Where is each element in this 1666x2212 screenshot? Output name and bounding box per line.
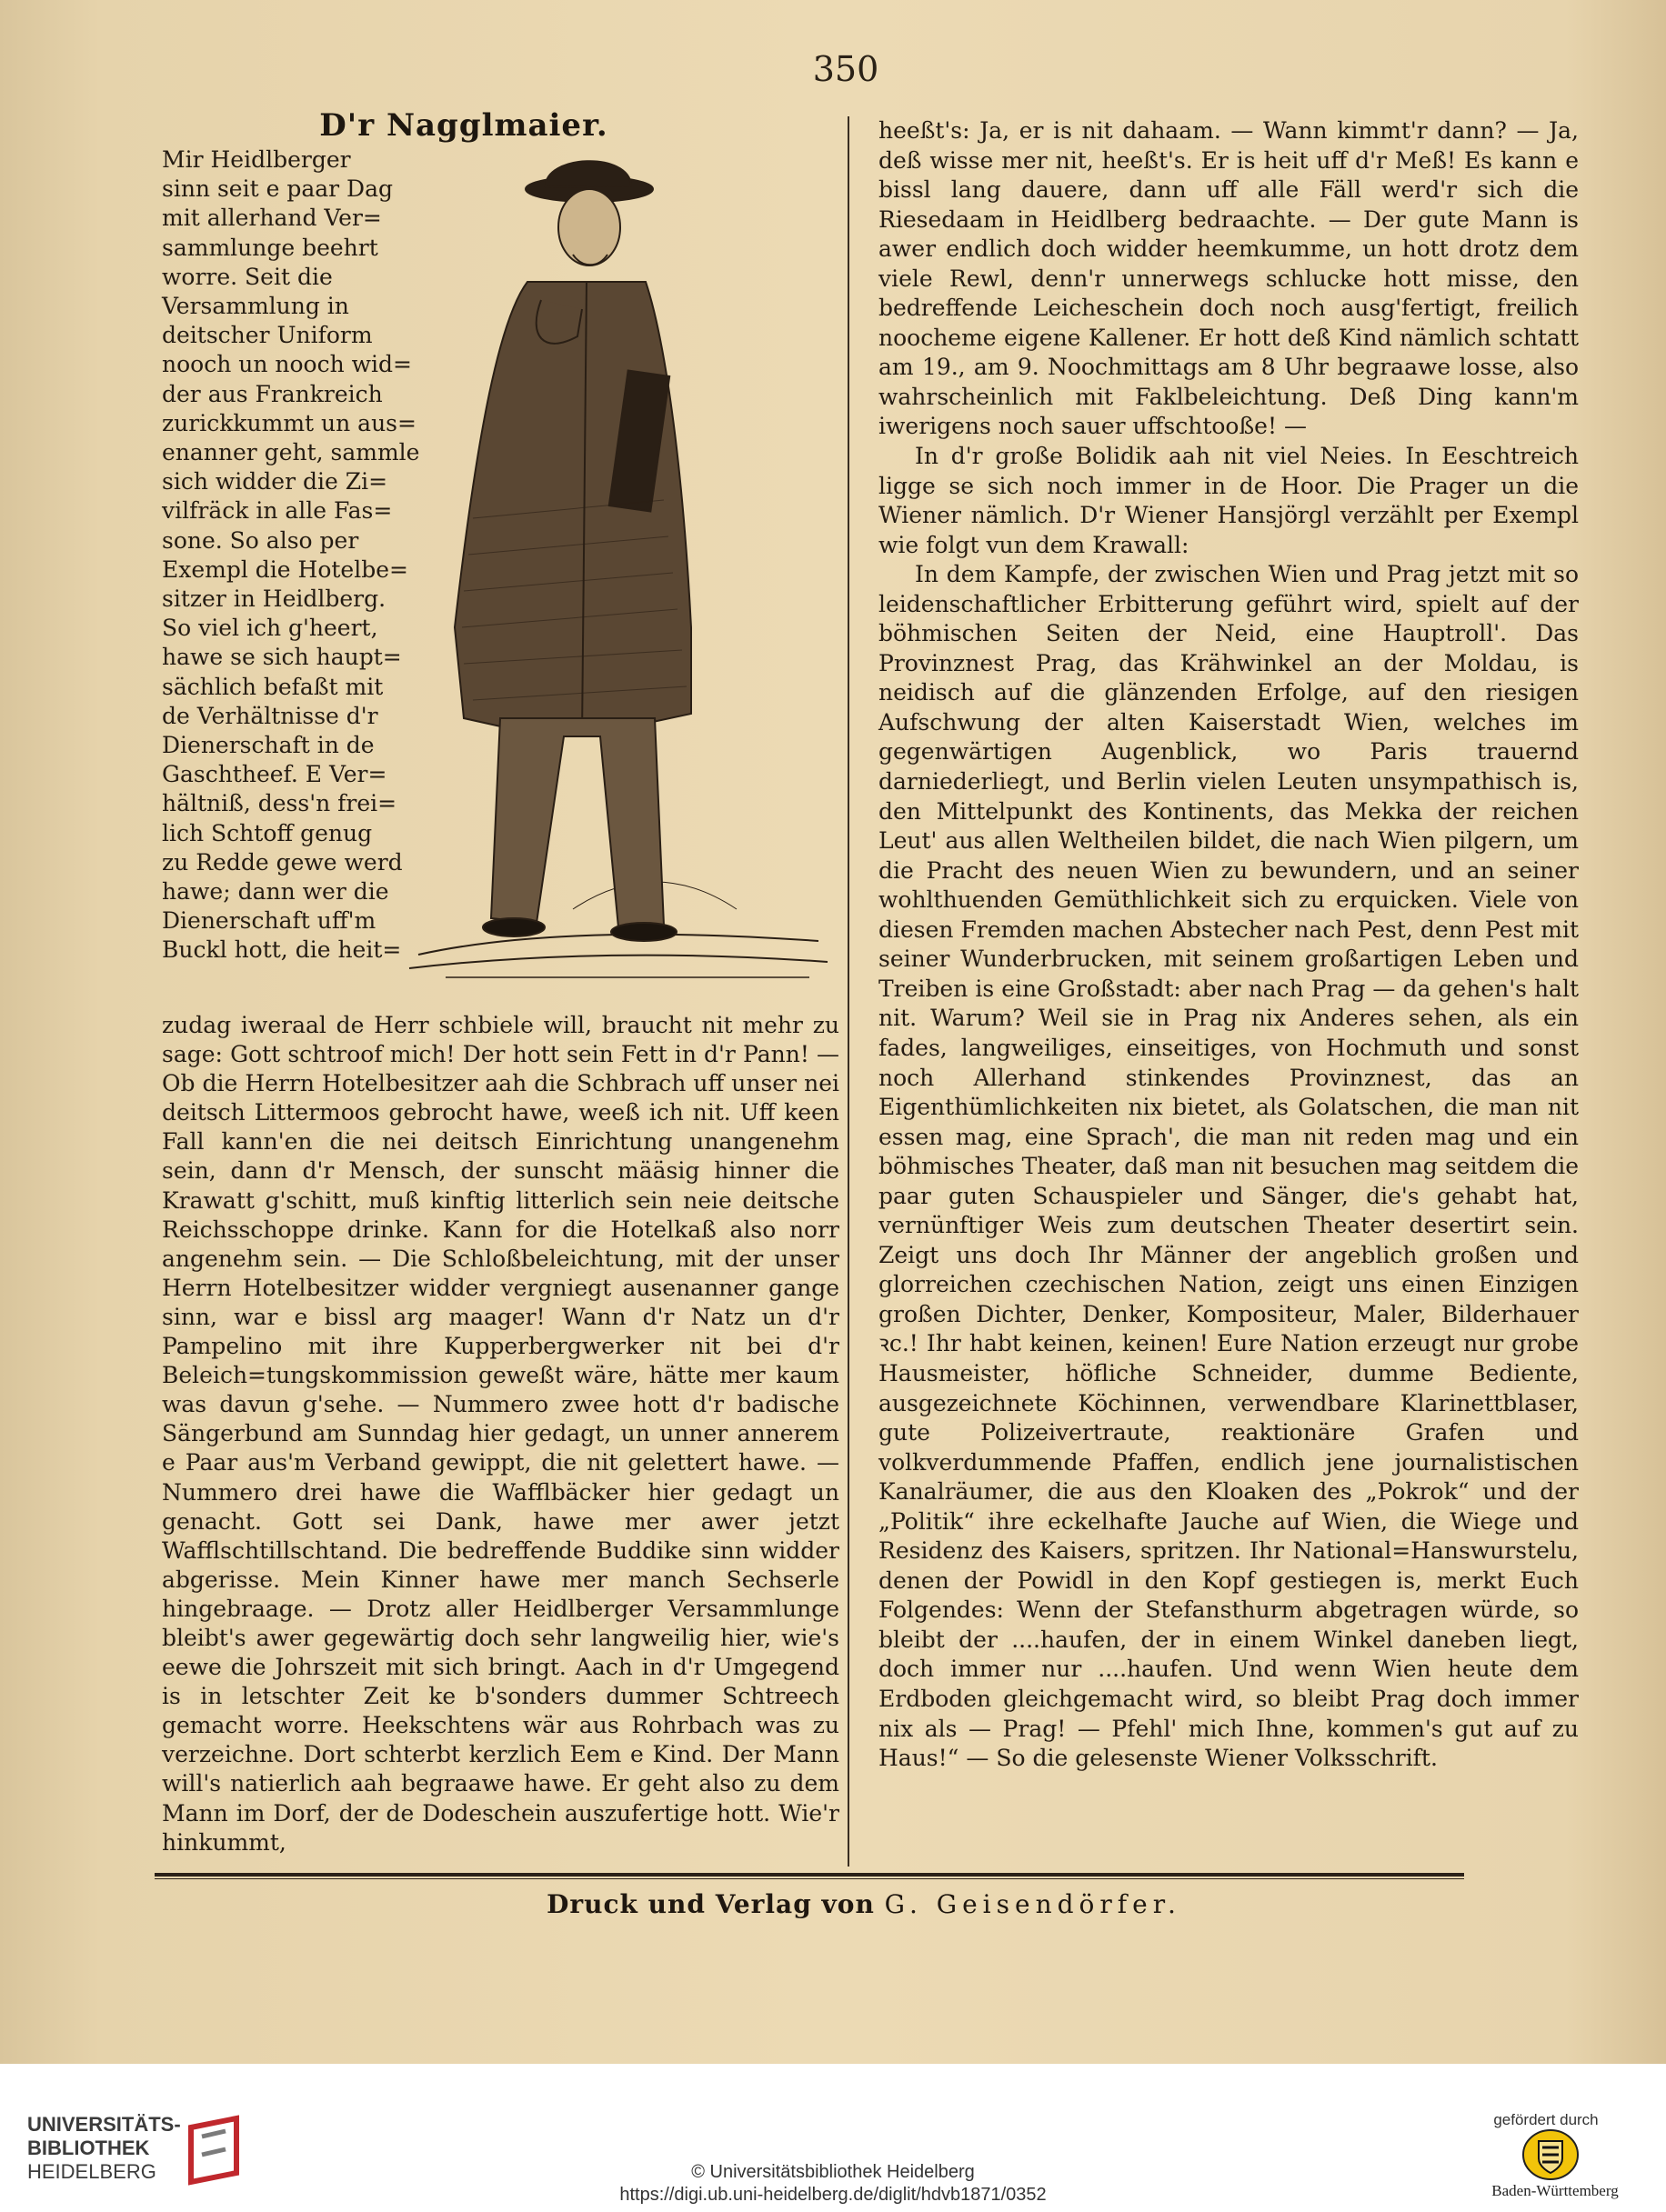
text-line: zurickkummt un aus= (162, 409, 416, 436)
text-line: Dienerschaft uff'm (162, 907, 376, 935)
ub-heidelberg-logo[interactable] (18, 2109, 255, 2191)
ub-line-3: HEIDELBERG (27, 2160, 156, 2183)
right-column (878, 116, 1579, 1774)
left-column-top (162, 145, 420, 966)
text-line: deitscher Uniform (162, 322, 373, 349)
text-line: enanner geht, sammle (162, 439, 420, 466)
text-line: Dienerschaft in de (162, 732, 375, 759)
text-line: hawe; dann wer die (162, 878, 389, 906)
text-line: der aus Frankreich (162, 380, 383, 407)
source-link[interactable]: https://digi.ub.uni-heidelberg.de/diglit/hdvb1871/0352 (619, 2185, 1047, 2205)
text-line: hawe se sich haupt= (162, 644, 402, 671)
text-line: sone. So also per (162, 526, 359, 554)
text-line: zu Redde gewe werd (162, 848, 403, 876)
article-title: D'r Nagglmaier. (319, 107, 608, 144)
paragraph: heeßt's: Ja, er is nit dahaam. — Wann kimmt'r dann? — Ja, deß wisse mer nit, heeßt's. Er is heit uff d'r Meß! Es kann e bissl lang dauere, dann uff alle Fäll werd'r sich die Riesedaam in Heidlberg bedraachte. — Der gute Mann is awer endlich doch widder heemkumme, un hott drotz dem viele Rewl, denn'r unnerwegs schlucke hott misse, den bedreffende Leicheschein doch noch ausg'fertigt, freilich noocheme eigene Kallener. Er hott deß Kind nämlich schtatt am 19., am 9. Noochmittags am 8 Uhr begraawe losse, also wahrscheinlich mit Faklbeleichtung. Deß Ding kann'm iwerigens noch sauer uffschtooße! — (878, 117, 1579, 440)
text-line: worre. Seit die (162, 263, 333, 290)
text-line: sich widder die Zi= (162, 468, 388, 495)
text-line: Mir Heidlberger (162, 146, 351, 173)
imprint-publisher: G. Geisendörfer. (884, 1889, 1181, 1919)
ub-mark-icon (182, 2109, 255, 2191)
text-line: vilfräck in alle Fas= (162, 497, 393, 525)
funder-label: Baden-Württemberg (1491, 2182, 1619, 2199)
text-line: Buckl hott, die heit= (162, 936, 402, 964)
trousers (491, 718, 664, 927)
text-line: hältniß, dess'n frei= (162, 790, 397, 817)
text-line: sammlunge beehrt (162, 234, 378, 261)
text-line: sächlich befaßt mit (162, 673, 384, 700)
ub-text (27, 2113, 181, 2184)
text-line: mit allerhand Ver= (162, 205, 382, 232)
left-column-bottom (162, 1011, 839, 1857)
engraving-illustration (391, 155, 837, 991)
ub-line-2: BIBLIOTHEK (27, 2137, 150, 2159)
text-line: Exempl die Hotelbe= (162, 556, 408, 583)
text-line: Versammlung in (162, 293, 349, 320)
paragraph: In dem Kampfe, der zwischen Wien und Prag jetzt mit so leidenschaftlicher Erbitterung geführt wird, spielt auf der böhmischen Seiten der Neid, eine Hauptroll'. Das Provinznest Prag, das Krähwinkel an der Moldau, is neidisch auf die glänzenden Erfolge, auf den riesigen Aufschwung der alten Kaiserstadt Wien, welches im gegenwärtigen Augenblick, wo Paris trauernd darniederliegt, und Berlin vielen Leuten unsympathisch is, den Mittelpunkt des Kontinents, das Mekka der reichen Leut' aus allen Weltheilen bildet, die nach Wien pilgern, um die Pracht des neuen Wien zu bewundern, und an seiner wohlthuenden Gemüthlichkeit sich zu erquicken. Viele von diesen Fremden machen Abstecher nach Pest, denn Pest mit seiner Wunderbrucken, mit seinem großartigen Leben und Treiben is eine Großstadt: aber nach Prag — da gehen's halt nit. Warum? Weil sie in Prag nix Anderes sehen, als ein fades, langweiliges, einseitiges, von Hochmuth und sonst noch Allerhand stinkendes Provinznest, das an Eigenthümlichkeiten nix bietet, als Golatschen, die man nit essen mag, eine Sprach', die man nit reden mag und ein böhmisches Theater, daß man nit besuchen mag seitdem die paar guten Schauspieler und Sänger, die's gehabt hat, vernünftiger Weis zum deutschen Theater desertirt sein. Zeigt uns doch Ihr Männer der angeblich großen und glorreichen czechischen Nation, zeigt uns einen Einzigen großen Dichter, Denker, Kompositeur, Maler, Bilderhauer ꝛc.! Ihr habt keinen, keinen! Eure Nation erzeugt nur grobe Hausmeister, höfliche Schneider, dumme Bediente, ausgezeichnete Köchinnen, verwendbare Klarinettblaser, gute Polizeivertraute, reaktionäre Grafen und volkverdummende Pfaffen, endlich jene journalistischen Kanalräumer, die aus den Kloaken des „Pokrok“ und der „Politik“ ihre eckelhafte Jauche auf Wien, die Wiege und Residenz des Kaisers, spritzen. Ihr National=Hanswurstelu, denen der Powidl in den Kopf gestiegen is, merkt Euch Folgendes: Wenn der Stefansthurm abgetragen würde, so bleibt der ....haufen, der in einem Winkel daneben liegt, doch immer nur ....haufen. Und wenn Wien heute dem Erdboden gleichgemacht wird, so bleibt Prag doch immer nix als — Prag! — Pfehl' mich Ihne, kommen's gut auf zu Haus!“ — So die gelesenste Wiener Volksschrift. (878, 561, 1579, 1772)
text-line: So viel ich g'heert, (162, 615, 378, 642)
footer-rule (155, 1873, 1464, 1877)
page-number: 350 (812, 49, 879, 89)
hat-crown (546, 161, 631, 187)
ub-line-1: UNIVERSITÄTS- (27, 2113, 181, 2136)
text-line: lich Schtoff genug (162, 819, 373, 846)
text-line: Gaschtheef. E Ver= (162, 761, 387, 788)
column-divider (848, 116, 849, 1867)
text-line: de Verhältnisse d'r (162, 702, 378, 729)
paragraph: zudag iweraal de Herr schbiele will, braucht nit mehr zu sage: Gott schtroof mich! Der hott sein Fett in d'r Pann! — Ob die Herrn Hotelbesitzer aah die Schbrach uff unser nei deitsch Littermoos gebrocht hawe, weeß ich nit. Uff keen Fall kann'en die nei deitsch Einrichtung unangenehm sein, dann d'r Mensch, der sunscht määsig hinner die Krawatt g'schitt, muß kinftig litterlich sein neie deitsche Reichsschoppe drinke. Kann for die Hotelkaß also norr angenehm sein. — Die Schloßbeleichtung, mit der unser Herrn Hotelbesitzer widder vergniegt ausenanner gange sinn, war e bissl arg maager! Wann d'r Natz un d'r Pampelino mit ihre Kupperbergwerker nit bei d'r Beleich=tungskommission geweßt wäre, hätte mer kaum was davun g'sehe. — Nummero zwee hott d'r badische Sängerbund am Sunndag hier gedagt, un unner annerem e Paar aus'm Verband gewippt, die nit gelettert hawe. — Nummero drei hawe die Wafflbäcker hier gedagt un genacht. Gott sei Dank, hawe mer awer jetzt Wafflschtillschtand. Die bedreffende Buddike sinn widder abgerisse. Mein Kinner hawe mer manch Sechserle hingebraage. — Drotz aller Heidlberger Versammlunge bleibt's awer gegewärtig doch sehr langweilig hier, wie's eewe die Johrszeit mit sich bringt. Aach in d'r Umgegend is in letschter Zeit ke b'sonders dummer Schtreech gemacht worre. Heekschtens wär aus Rohrbach was zu verzeichne. Dort schterbt kerzlich Eem e Kind. Der Mann will's natierlich aah begraawe hawe. Er geht also zu dem Mann im Dorf, der de Dodeschein auszufertige hott. Wie'r hinkummt, (162, 1012, 839, 1856)
baden-wuerttemberg-seal-icon[interactable] (1520, 2127, 1581, 2182)
text-line: sinn seit e paar Dag (162, 175, 393, 203)
head (558, 189, 620, 265)
text-line: nooch un nooch wid= (162, 351, 412, 378)
footer-rule-thin (155, 1878, 1464, 1879)
paragraph: In d'r große Bolidik aah nit viel Neies. In Eeschtreich ligge se sich noch immer in de Hoor. Die Prager un die Wiener nämlich. D'r Wiener Hansjörgl verzählt per Exempl wie folgt vun dem Krawall: (878, 443, 1579, 558)
imprint (546, 1889, 1182, 1919)
imprint-prefix: Druck und Verlag von (547, 1889, 875, 1919)
funded-by-label: gefördert durch (1493, 2111, 1599, 2128)
copyright-notice: © Universitätsbibliothek Heidelberg (691, 2162, 975, 2182)
text-line: sitzer in Heidlberg. (162, 586, 386, 613)
